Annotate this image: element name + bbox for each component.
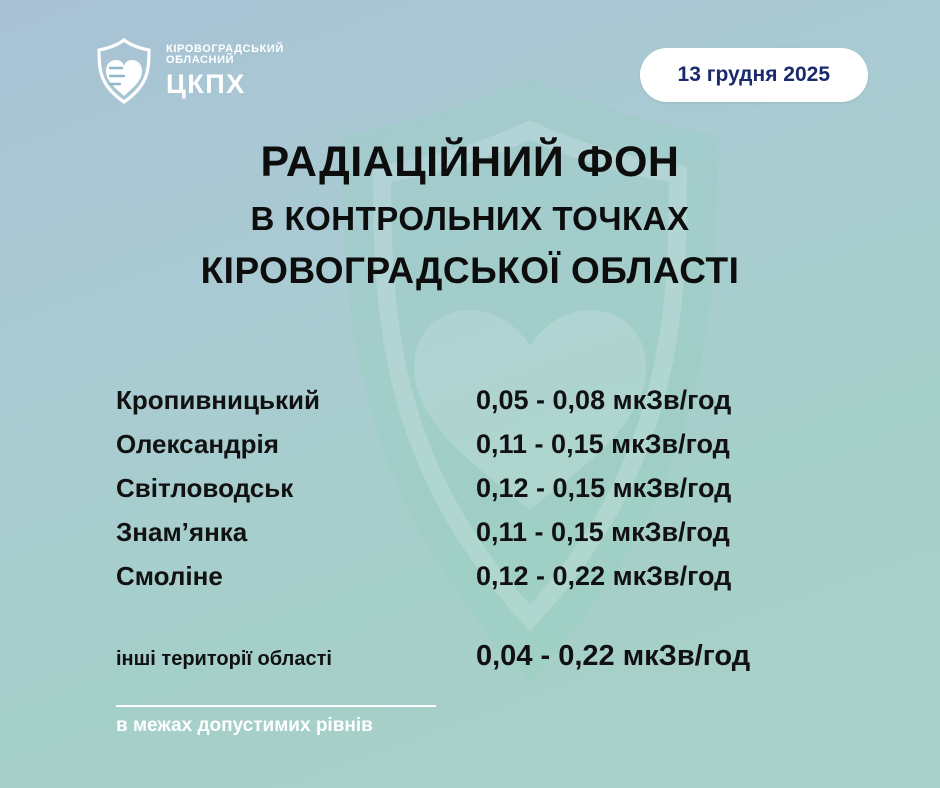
location-name: Світловодськ bbox=[116, 473, 294, 503]
location-value: 0,12 - 0,22 мкЗв/год bbox=[476, 561, 732, 591]
logo-acronym: ЦКПХ bbox=[166, 68, 246, 99]
list-item bbox=[116, 473, 856, 504]
page-subtitle-1: В КОНТРОЛЬНИХ ТОЧКАХ bbox=[250, 200, 690, 238]
page-title-block bbox=[0, 138, 940, 293]
other-territories-row bbox=[116, 640, 876, 673]
readings-list bbox=[116, 385, 856, 605]
logo-wordmark bbox=[166, 44, 284, 98]
other-territories-label: інші території області bbox=[116, 648, 332, 670]
list-item bbox=[116, 429, 856, 460]
list-item bbox=[116, 517, 856, 548]
location-value: 0,05 - 0,08 мкЗв/год bbox=[476, 385, 732, 415]
page-title: РАДІАЦІЙНИЙ ФОН bbox=[260, 138, 680, 186]
logo-line-2: ОБЛАСНИЙ bbox=[166, 54, 235, 67]
location-value: 0,11 - 0,15 мкЗв/год bbox=[476, 517, 730, 547]
footer-note: в межах допустимих рівнів bbox=[116, 715, 373, 736]
location-name: Знам’янка bbox=[116, 517, 248, 547]
location-name: Олександрія bbox=[116, 429, 279, 459]
list-item bbox=[116, 561, 856, 592]
organization-logo bbox=[96, 38, 284, 104]
divider bbox=[116, 705, 436, 707]
date-badge: 13 грудня 2025 bbox=[640, 48, 868, 102]
page-subtitle-2: КІРОВОГРАДСЬКОЇ ОБЛАСТІ bbox=[200, 250, 740, 292]
logo-line-1: КІРОВОГРАДСЬКИЙ bbox=[166, 42, 284, 55]
location-value: 0,12 - 0,15 мкЗв/год bbox=[476, 473, 732, 503]
location-name: Смоліне bbox=[116, 561, 223, 591]
shield-heart-icon bbox=[96, 38, 152, 104]
location-value: 0,11 - 0,15 мкЗв/год bbox=[476, 429, 730, 459]
list-item bbox=[116, 385, 856, 416]
other-territories-value: 0,04 - 0,22 мкЗв/год bbox=[476, 640, 751, 672]
location-name: Кропивницький bbox=[116, 385, 320, 415]
